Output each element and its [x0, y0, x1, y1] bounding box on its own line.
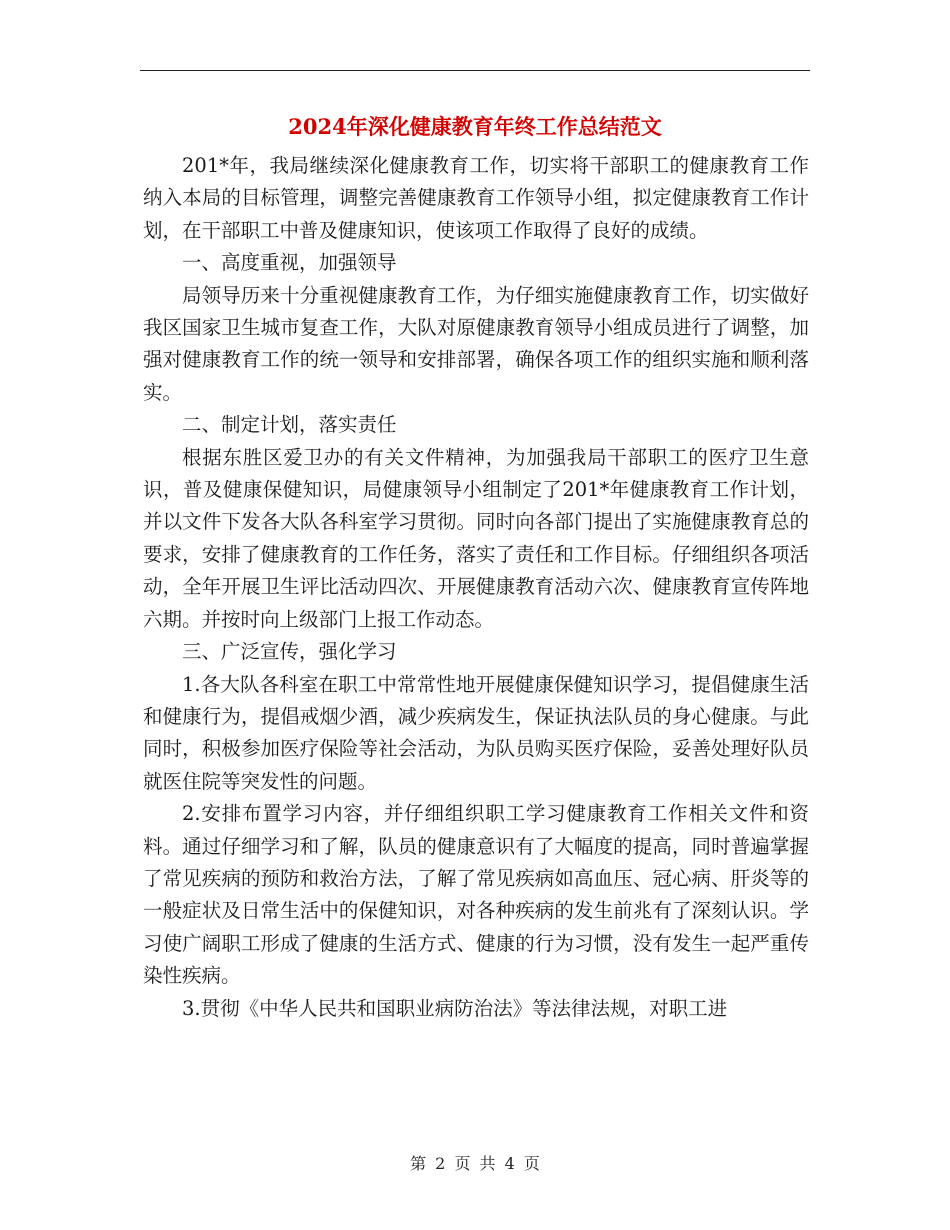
paragraph-intro: 201*年，我局继续深化健康教育工作，切实将干部职工的健康教育工作纳入本局的目标管理，调整完善健康教育工作领导小组，拟定健康教育工作计划，在干部职工中普及健康知识，使该项工作取得了良好的成绩。: [143, 154, 809, 242]
page-number-footer: 第 2 页 共 4 页: [410, 1154, 540, 1173]
paragraph-section-2: 根据东胜区爱卫办的有关文件精神，为加强我局干部职工的医疗卫生意识，普及健康保健知识，局健康领导小组制定了201*年健康教育工作计划，并以文件下发各大队各科室学习贯彻。同时向各部门提出了实施健康教育总的要求，安排了健康教育的工作任务，落实了责任和工作目标。仔细组织各项活动，全年开展卫生评比活动四次、开展健康教育活动六次、健康教育宣传阵地六期。并按时向上级部门上报工作动态。: [143, 445, 809, 631]
section-heading-3: 三、广泛宣传，强化学习: [182, 640, 397, 664]
paragraph-item-3: 3.贯彻《中华人民共和国职业病防治法》等法律法规，对职工进: [182, 996, 728, 1020]
header-rule: [140, 70, 810, 71]
paragraph-section-1: 局领导历来十分重视健康教育工作，为仔细实施健康教育工作，切实做好我区国家卫生城市复查工作，大队对原健康教育领导小组成员进行了调整，加强对健康教育工作的统一领导和安排部署，确保各项工作的组织实施和顺利落实。: [143, 283, 809, 404]
paragraph-item-1: 1.各大队各科室在职工中常常性地开展健康保健知识学习，提倡健康生活和健康行为，提倡戒烟少酒，减少疾病发生，保证执法队员的身心健康。与此同时，积极参加医疗保险等社会活动，为队员购买医疗保险，妥善处理好队员就医住院等突发性的问题。: [143, 672, 809, 793]
document-title: 2024年深化健康教育年终工作总结范文: [288, 114, 662, 139]
document-body: [143, 150, 809, 1025]
paragraph-item-2: 2.安排布置学习内容，并仔细组织职工学习健康教育工作相关文件和资料。通过仔细学习和了解，队员的健康意识有了大幅度的提高，同时普遍掌握了常见疾病的预防和救治方法，了解了常见疾病如高血压、冠心病、肝炎等的一般症状及日常生活中的保健知识，对各种疾病的发生前兆有了深刻认识。学习使广阔职工形成了健康的生活方式、健康的行为习惯，没有发生一起严重传染性疾病。: [143, 802, 809, 988]
section-heading-2: 二、制定计划，落实责任: [182, 413, 397, 437]
section-heading-1: 一、高度重视，加强领导: [182, 251, 397, 275]
